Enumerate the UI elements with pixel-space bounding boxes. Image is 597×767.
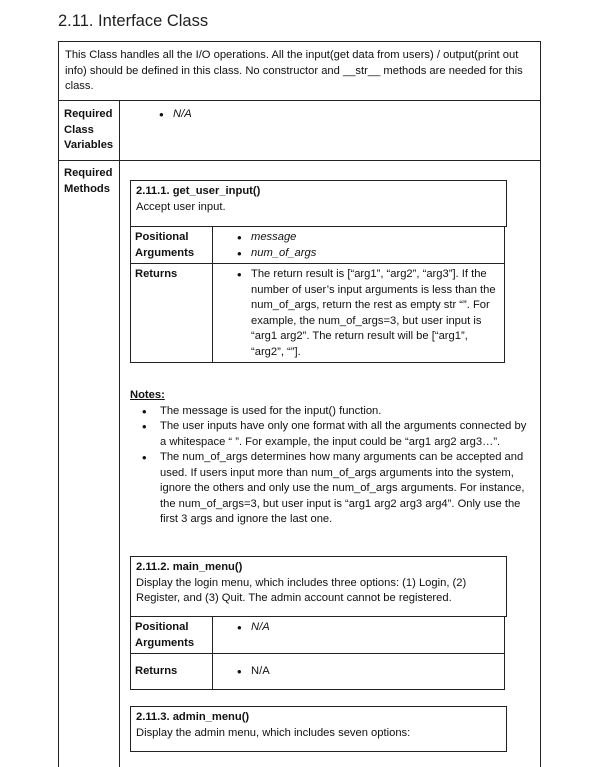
row-divider: [59, 160, 540, 161]
arg-item: • message: [233, 230, 500, 246]
method-description: Accept user input.: [136, 200, 226, 213]
method-get-user-input: [130, 180, 507, 358]
note-item: • The num_of_args determines how many arguments can be accepted and used. If users input more than num_of_args arguments into the system, ignore the others and only use the num_of_args arguments. For instance, the num_of_args=3, but user input is “arg1 arg2 arg3 arg4”. Only use the first 3 args and ignore the last one.: [140, 450, 535, 528]
required-methods-label: Required Methods: [64, 167, 113, 195]
positional-args-value: • N/A: [233, 620, 500, 636]
method-admin-menu: [130, 706, 507, 752]
returns-value: • The return result is [“arg1”, “arg2”, “arg3”]. If the number of user’s input arguments is less than the num_of_args, return the rest as empty str “”. For example, the num_of_args=3, but user input is “arg1 arg2”. The return result will be [“arg1”, “arg2”, “”].: [233, 267, 500, 360]
returns-value: • N/A: [233, 664, 500, 680]
positional-args-label: Positional Arguments: [131, 617, 213, 654]
class-description: This Class handles all the I/O operations. All the input(get data from users) / output(print out info) should be defined in this class. No constructor and __str__ methods are needed for this class.: [59, 42, 540, 101]
method-main-menu: [130, 556, 507, 677]
required-variables-value: • N/A: [155, 107, 597, 123]
required-variables-label: Required Class Variables: [64, 108, 114, 151]
arg-item: • num_of_args: [233, 246, 500, 262]
returns-label: Returns: [131, 654, 213, 690]
section-title: 2.11. Interface Class: [58, 12, 209, 30]
positional-args-list: [213, 227, 505, 264]
note-item: • The message is used for the input() function.: [140, 404, 535, 420]
method-name: 2.11.2. main_menu(): [136, 561, 243, 573]
method-description: Display the login menu, which includes three options: (1) Login, (2) Register, and (3) Quit. The admin account cannot be registered.: [136, 576, 467, 604]
notes-section: [130, 388, 535, 528]
positional-args-label: Positional Arguments: [131, 227, 213, 264]
method-name: 2.11.1. get_user_input(): [136, 185, 261, 197]
notes-heading: Notes:: [130, 389, 165, 401]
interface-class-table: [58, 41, 541, 767]
method-params-table: [130, 616, 505, 690]
method-description: Display the admin menu, which includes seven options:: [136, 726, 411, 739]
column-divider: [119, 101, 120, 767]
method-params-table: [130, 226, 505, 363]
method-name: 2.11.3. admin_menu(): [136, 711, 250, 723]
note-item: • The user inputs have only one format with all the arguments connected by a whitespace “ ”. For example, the input could be “arg1 arg2 arg3…”.: [140, 419, 535, 450]
returns-label: Returns: [131, 264, 213, 363]
